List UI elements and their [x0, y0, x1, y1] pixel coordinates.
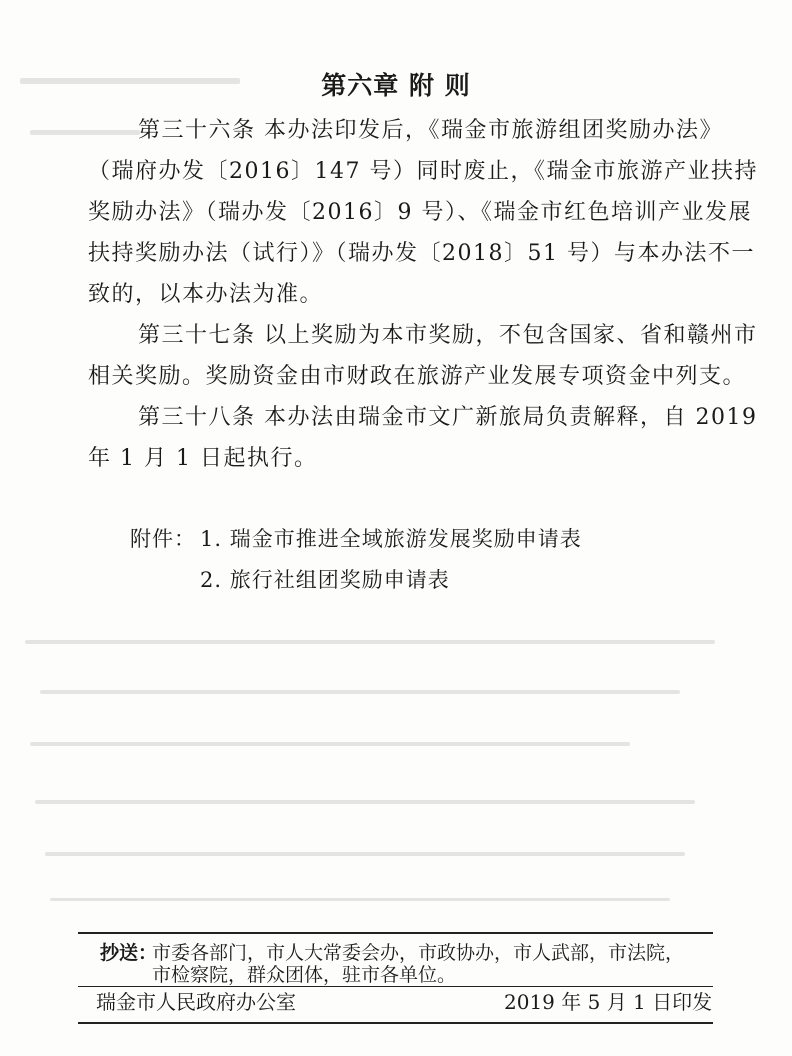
- article-36-line-4: 扶持奖励办法（试行）》（瑞办发〔2018〕51 号）与本办法不一: [88, 241, 755, 266]
- cc-bottom-rule: [78, 986, 713, 987]
- cc-line-2: 市检察院，群众团体，驻市各单位。: [152, 964, 457, 986]
- footer-rule: [78, 1022, 713, 1024]
- attachment-item-1: 1. 瑞金市推进全域旅游发展奖励申请表: [200, 527, 582, 551]
- issue-date: 2019 年 5 月 1 日印发: [504, 990, 713, 1014]
- article-36-line-5: 致的，以本办法为准。: [88, 282, 324, 307]
- cc-label: 抄送：: [100, 942, 158, 964]
- issuer: 瑞金市人民政府办公室: [96, 990, 296, 1014]
- article-36-line-1: 第三十六条 本办法印发后，《瑞金市旅游组团奖励办法》: [138, 118, 723, 143]
- article-36-line-3: 奖励办法》（瑞办发〔2016〕9 号）、《瑞金市红色培训产业发展: [88, 200, 752, 225]
- article-38-line-1: 第三十八条 本办法由瑞金市文广新旅局负责解释，自 2019: [138, 405, 758, 430]
- scan-speck: [45, 852, 685, 856]
- scan-speck: [25, 640, 715, 644]
- scan-speck: [35, 800, 695, 804]
- scan-speck: [30, 742, 630, 746]
- scan-speck: [50, 898, 670, 901]
- attachments-label: 附件：: [130, 527, 196, 551]
- attachment-item-2: 2. 旅行社组团奖励申请表: [200, 568, 450, 592]
- scan-speck: [30, 130, 140, 135]
- article-36-line-2: （瑞府办发〔2016〕147 号）同时废止，《瑞金市旅游产业扶持: [88, 159, 758, 184]
- chapter-title: 第六章 附 则: [321, 71, 471, 100]
- cc-line-1: 市委各部门，市人大常委会办，市政协办，市人武部，市法院，: [152, 942, 685, 964]
- article-38-line-2: 年 1 月 1 日起执行。: [88, 446, 318, 471]
- article-37-line-1: 第三十七条 以上奖励为本市奖励，不包含国家、省和赣州市: [138, 323, 758, 348]
- scan-speck: [40, 690, 680, 694]
- cc-top-rule: [78, 932, 713, 934]
- article-37-line-2: 相关奖励。奖励资金由市财政在旅游产业发展专项资金中列支。: [88, 364, 747, 389]
